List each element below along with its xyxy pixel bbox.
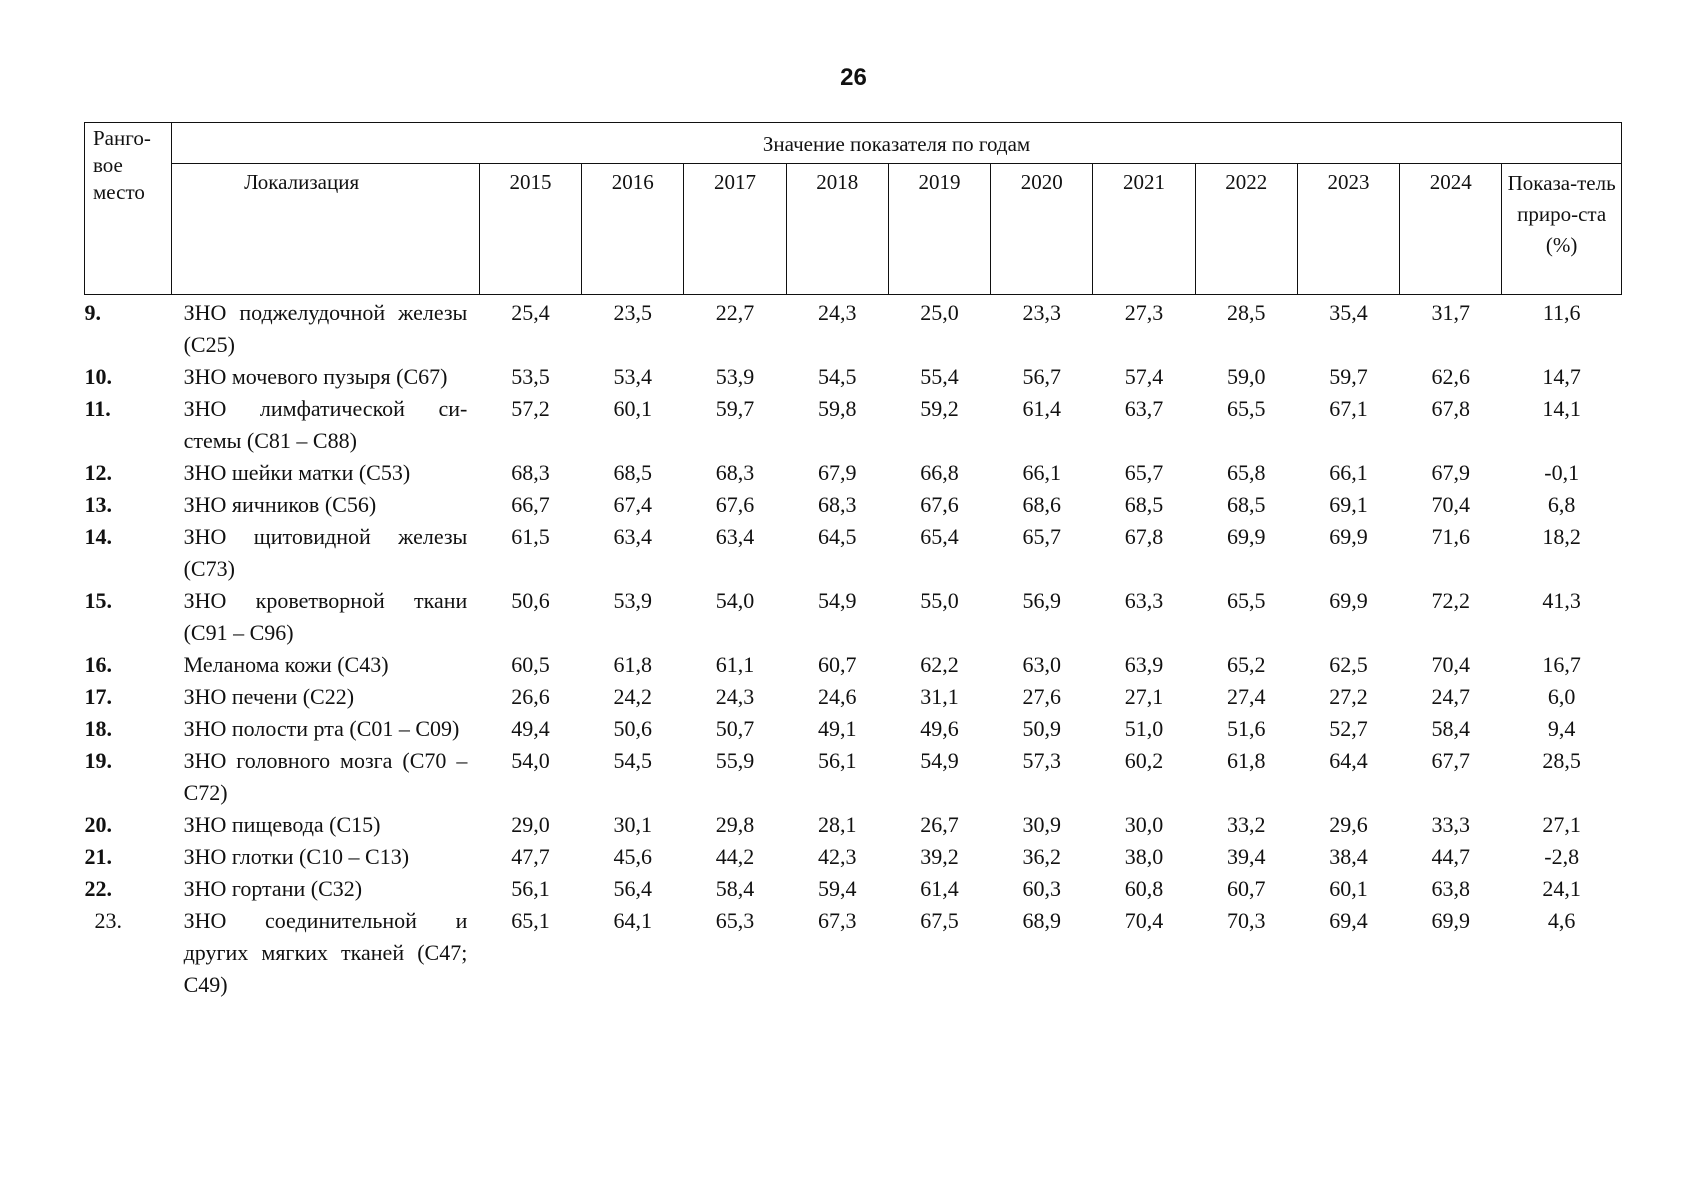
- rank-cell: 13.: [84, 492, 112, 517]
- year-value-cell: 66,1: [1329, 460, 1368, 485]
- year-value-cell: 57,3: [1022, 748, 1061, 773]
- year-value-cell: 68,3: [817, 492, 857, 517]
- year-value-cell: 28,5: [1226, 300, 1266, 325]
- growth-value-cell: 27,1: [1542, 812, 1581, 837]
- year-value-cell: 68,6: [1022, 492, 1061, 517]
- rank-cell: 18.: [84, 716, 112, 741]
- table-row: [85, 745, 1622, 809]
- year-value-cell: 27,1: [1124, 684, 1164, 709]
- year-value-cell: 67,5: [920, 908, 959, 933]
- year-value-cell: 29,0: [511, 812, 550, 837]
- year-value-cell: 59,7: [1329, 364, 1368, 389]
- year-value-cell: 33,3: [1431, 812, 1470, 837]
- localization-cell: ЗНО пищевода (С15): [183, 812, 381, 837]
- year-column-header: 2016: [582, 164, 684, 295]
- year-value-cell: 67,7: [1431, 748, 1470, 773]
- year-value-cell: 60,7: [817, 652, 857, 677]
- year-value-cell: 67,6: [715, 492, 755, 517]
- table-row: [85, 649, 1622, 681]
- year-column-header: 2017: [684, 164, 786, 295]
- year-value-cell: 49,6: [920, 716, 959, 741]
- localization-cell: ЗНО лимфатической си-стемы (С81 – С88): [183, 396, 468, 453]
- growth-value-cell: 14,1: [1542, 396, 1581, 421]
- year-value-cell: 51,0: [1124, 716, 1164, 741]
- growth-value-cell: 4,6: [1547, 908, 1576, 933]
- rank-cell: 21.: [84, 844, 112, 869]
- year-value-cell: 27,3: [1124, 300, 1164, 325]
- localization-cell: ЗНО глотки (С10 – С13): [183, 844, 410, 869]
- rank-cell: 11.: [84, 396, 111, 421]
- table-row: [85, 841, 1622, 873]
- year-value-cell: 65,3: [715, 908, 755, 933]
- year-value-cell: 69,9: [1329, 588, 1368, 613]
- growth-value-cell: 14,7: [1542, 364, 1581, 389]
- year-value-cell: 31,7: [1431, 300, 1470, 325]
- year-value-cell: 61,5: [511, 524, 550, 549]
- year-column-header: 2018: [786, 164, 888, 295]
- table-row: [85, 295, 1622, 362]
- year-value-cell: 65,5: [1226, 588, 1266, 613]
- growth-value-cell: 11,6: [1542, 300, 1581, 325]
- year-value-cell: 65,7: [1022, 524, 1061, 549]
- year-value-cell: 67,8: [1124, 524, 1164, 549]
- table-row: [85, 905, 1622, 1001]
- year-value-cell: 27,2: [1329, 684, 1368, 709]
- rank-cell: 14.: [84, 524, 112, 549]
- localization-cell: ЗНО соединительной и других мягких тканей (С47; С49): [183, 908, 468, 997]
- year-value-cell: 59,4: [817, 876, 857, 901]
- year-value-cell: 65,5: [1226, 396, 1266, 421]
- table-row: [85, 489, 1622, 521]
- table-header: [85, 123, 1622, 295]
- localization-cell: ЗНО полости рта (С01 – С09): [183, 716, 460, 741]
- year-value-cell: 63,4: [715, 524, 755, 549]
- year-value-cell: 69,4: [1329, 908, 1368, 933]
- rank-cell: 12.: [84, 460, 112, 485]
- year-value-cell: 23,5: [613, 300, 652, 325]
- year-value-cell: 68,5: [1226, 492, 1266, 517]
- year-value-cell: 68,3: [511, 460, 550, 485]
- year-column-header: 2022: [1195, 164, 1297, 295]
- table-row: [85, 457, 1622, 489]
- year-value-cell: 62,6: [1431, 364, 1470, 389]
- year-value-cell: 24,6: [817, 684, 857, 709]
- year-value-cell: 54,5: [817, 364, 857, 389]
- year-value-cell: 52,7: [1329, 716, 1368, 741]
- year-value-cell: 68,3: [715, 460, 755, 485]
- year-value-cell: 27,6: [1022, 684, 1061, 709]
- year-value-cell: 29,6: [1329, 812, 1368, 837]
- year-value-cell: 30,1: [613, 812, 652, 837]
- year-value-cell: 63,4: [613, 524, 652, 549]
- rank-cell: 17.: [84, 684, 112, 709]
- year-value-cell: 60,5: [511, 652, 550, 677]
- year-value-cell: 64,4: [1329, 748, 1368, 773]
- localization-cell: ЗНО мочевого пузыря (С67): [183, 364, 448, 389]
- year-value-cell: 54,9: [817, 588, 857, 613]
- year-value-cell: 59,7: [715, 396, 755, 421]
- year-value-cell: 68,5: [613, 460, 652, 485]
- table-row: [85, 681, 1622, 713]
- localization-cell: ЗНО головного мозга (С70 – С72): [183, 748, 468, 805]
- year-value-cell: 28,1: [817, 812, 857, 837]
- rank-cell: 22.: [84, 876, 112, 901]
- year-value-cell: 56,1: [817, 748, 857, 773]
- rank-cell: 19.: [84, 748, 112, 773]
- growth-value-cell: 18,2: [1542, 524, 1581, 549]
- year-value-cell: 61,1: [715, 652, 755, 677]
- growth-value-cell: 41,3: [1542, 588, 1581, 613]
- growth-value-cell: 9,4: [1547, 716, 1576, 741]
- year-value-cell: 63,0: [1022, 652, 1061, 677]
- year-value-cell: 57,2: [511, 396, 550, 421]
- year-value-cell: 44,2: [715, 844, 755, 869]
- year-value-cell: 33,2: [1226, 812, 1266, 837]
- year-value-cell: 53,4: [613, 364, 652, 389]
- table-row: [85, 873, 1622, 905]
- year-value-cell: 64,1: [613, 908, 652, 933]
- year-value-cell: 67,9: [817, 460, 857, 485]
- year-value-cell: 26,7: [920, 812, 959, 837]
- year-value-cell: 57,4: [1124, 364, 1164, 389]
- localization-cell: ЗНО поджелудочной железы (С25): [183, 300, 468, 357]
- year-value-cell: 70,4: [1431, 652, 1470, 677]
- year-value-cell: 72,2: [1431, 588, 1470, 613]
- rank-column-header: Ранго-вое место: [85, 123, 172, 295]
- year-column-header: 2015: [479, 164, 581, 295]
- year-value-cell: 70,4: [1431, 492, 1470, 517]
- year-value-cell: 51,6: [1226, 716, 1266, 741]
- year-value-cell: 36,2: [1022, 844, 1061, 869]
- year-value-cell: 24,3: [817, 300, 857, 325]
- year-value-cell: 50,9: [1022, 716, 1061, 741]
- year-value-cell: 42,3: [817, 844, 857, 869]
- year-column-header: 2021: [1093, 164, 1195, 295]
- year-value-cell: 26,6: [511, 684, 550, 709]
- year-value-cell: 55,9: [715, 748, 755, 773]
- year-value-cell: 62,2: [920, 652, 959, 677]
- table-row: [85, 809, 1622, 841]
- year-value-cell: 50,7: [715, 716, 755, 741]
- year-value-cell: 53,9: [715, 364, 755, 389]
- year-value-cell: 60,8: [1124, 876, 1164, 901]
- year-value-cell: 71,6: [1431, 524, 1470, 549]
- year-value-cell: 63,7: [1124, 396, 1164, 421]
- year-value-cell: 54,5: [613, 748, 652, 773]
- growth-value-cell: -2,8: [1544, 844, 1580, 869]
- year-value-cell: 44,7: [1431, 844, 1470, 869]
- year-value-cell: 69,1: [1329, 492, 1368, 517]
- year-value-cell: 66,8: [920, 460, 959, 485]
- year-value-cell: 60,1: [1329, 876, 1368, 901]
- year-value-cell: 49,1: [817, 716, 857, 741]
- year-value-cell: 38,0: [1124, 844, 1164, 869]
- year-value-cell: 63,9: [1124, 652, 1164, 677]
- year-value-cell: 69,9: [1329, 524, 1368, 549]
- year-value-cell: 70,3: [1226, 908, 1266, 933]
- year-column-header: 2023: [1297, 164, 1399, 295]
- year-value-cell: 59,2: [920, 396, 959, 421]
- year-value-cell: 65,4: [920, 524, 959, 549]
- rank-cell: 16.: [84, 652, 112, 677]
- localization-cell: ЗНО кроветворной ткани (С91 – С96): [183, 588, 468, 645]
- year-value-cell: 67,4: [613, 492, 652, 517]
- year-value-cell: 30,0: [1124, 812, 1164, 837]
- localization-column-header: Локализация: [172, 164, 480, 295]
- year-value-cell: 23,3: [1022, 300, 1061, 325]
- growth-value-cell: 24,1: [1542, 876, 1581, 901]
- growth-value-cell: 6,8: [1547, 492, 1576, 517]
- rank-cell: 20.: [84, 812, 112, 837]
- growth-column-header: Показа-тель приро-ста (%): [1502, 164, 1622, 295]
- rank-cell: 10.: [84, 364, 112, 389]
- year-value-cell: 50,6: [613, 716, 652, 741]
- year-value-cell: 25,0: [920, 300, 959, 325]
- year-value-cell: 56,9: [1022, 588, 1061, 613]
- year-value-cell: 29,8: [715, 812, 755, 837]
- table-body: [85, 295, 1622, 1002]
- year-value-cell: 66,1: [1022, 460, 1061, 485]
- year-value-cell: 67,6: [920, 492, 959, 517]
- year-value-cell: 60,3: [1022, 876, 1061, 901]
- year-value-cell: 65,8: [1226, 460, 1266, 485]
- year-value-cell: 38,4: [1329, 844, 1368, 869]
- year-column-header: 2019: [888, 164, 990, 295]
- year-value-cell: 65,2: [1226, 652, 1266, 677]
- year-value-cell: 68,5: [1124, 492, 1164, 517]
- statistics-table-container: [84, 122, 1622, 1001]
- statistics-table: [84, 122, 1622, 1001]
- year-value-cell: 39,4: [1226, 844, 1266, 869]
- year-value-cell: 65,1: [511, 908, 550, 933]
- year-value-cell: 63,8: [1431, 876, 1470, 901]
- year-value-cell: 24,7: [1431, 684, 1470, 709]
- year-value-cell: 69,9: [1226, 524, 1266, 549]
- year-value-cell: 67,9: [1431, 460, 1470, 485]
- localization-cell: ЗНО щитовидной железы (С73): [183, 524, 468, 581]
- year-value-cell: 69,9: [1431, 908, 1470, 933]
- year-value-cell: 60,2: [1124, 748, 1164, 773]
- year-value-cell: 58,4: [1431, 716, 1470, 741]
- year-value-cell: 67,1: [1329, 396, 1368, 421]
- rank-cell: 9.: [84, 300, 101, 325]
- year-column-header: 2020: [991, 164, 1093, 295]
- rank-cell: 23.: [94, 908, 122, 933]
- year-value-cell: 35,4: [1329, 300, 1368, 325]
- localization-cell: ЗНО яичников (С56): [183, 492, 377, 517]
- values-by-year-header: Значение показателя по годам: [172, 123, 1622, 164]
- localization-cell: ЗНО гортани (С32): [183, 876, 363, 901]
- year-value-cell: 66,7: [511, 492, 550, 517]
- growth-value-cell: 6,0: [1547, 684, 1576, 709]
- year-value-cell: 60,7: [1226, 876, 1266, 901]
- year-value-cell: 49,4: [511, 716, 550, 741]
- localization-cell: ЗНО шейки матки (С53): [183, 460, 411, 485]
- rank-cell: 15.: [84, 588, 112, 613]
- year-value-cell: 45,6: [613, 844, 652, 869]
- year-value-cell: 56,1: [511, 876, 550, 901]
- year-value-cell: 47,7: [511, 844, 550, 869]
- year-value-cell: 68,9: [1022, 908, 1061, 933]
- year-value-cell: 30,9: [1022, 812, 1061, 837]
- page-number: 26: [840, 64, 867, 91]
- year-value-cell: 24,3: [715, 684, 755, 709]
- table-row: [85, 521, 1622, 585]
- year-value-cell: 56,7: [1022, 364, 1061, 389]
- year-value-cell: 64,5: [817, 524, 857, 549]
- year-value-cell: 61,4: [920, 876, 959, 901]
- year-value-cell: 61,8: [1226, 748, 1266, 773]
- year-value-cell: 67,8: [1431, 396, 1470, 421]
- year-value-cell: 55,0: [920, 588, 959, 613]
- year-value-cell: 58,4: [715, 876, 755, 901]
- year-value-cell: 31,1: [920, 684, 959, 709]
- year-value-cell: 63,3: [1124, 588, 1164, 613]
- year-value-cell: 24,2: [613, 684, 652, 709]
- year-value-cell: 25,4: [511, 300, 550, 325]
- year-value-cell: 61,4: [1022, 396, 1061, 421]
- year-value-cell: 27,4: [1226, 684, 1266, 709]
- growth-value-cell: 28,5: [1542, 748, 1581, 773]
- year-value-cell: 62,5: [1329, 652, 1368, 677]
- year-value-cell: 59,0: [1226, 364, 1266, 389]
- growth-value-cell: -0,1: [1544, 460, 1580, 485]
- year-value-cell: 55,4: [920, 364, 959, 389]
- year-value-cell: 65,7: [1124, 460, 1164, 485]
- table-row: [85, 713, 1622, 745]
- year-value-cell: 50,6: [511, 588, 550, 613]
- year-value-cell: 39,2: [920, 844, 959, 869]
- year-value-cell: 53,5: [511, 364, 550, 389]
- year-value-cell: 61,8: [613, 652, 652, 677]
- year-value-cell: 60,1: [613, 396, 652, 421]
- year-value-cell: 59,8: [817, 396, 857, 421]
- year-value-cell: 53,9: [613, 588, 652, 613]
- table-row: [85, 585, 1622, 649]
- year-column-header: 2024: [1400, 164, 1502, 295]
- table-row: [85, 361, 1622, 393]
- localization-cell: ЗНО печени (С22): [183, 684, 355, 709]
- year-value-cell: 67,3: [817, 908, 857, 933]
- year-value-cell: 56,4: [613, 876, 652, 901]
- table-row: [85, 393, 1622, 457]
- year-value-cell: 54,0: [511, 748, 550, 773]
- localization-cell: Меланома кожи (С43): [183, 652, 389, 677]
- year-value-cell: 54,0: [715, 588, 755, 613]
- year-value-cell: 70,4: [1124, 908, 1164, 933]
- year-value-cell: 22,7: [715, 300, 755, 325]
- growth-value-cell: 16,7: [1542, 652, 1581, 677]
- year-value-cell: 54,9: [920, 748, 959, 773]
